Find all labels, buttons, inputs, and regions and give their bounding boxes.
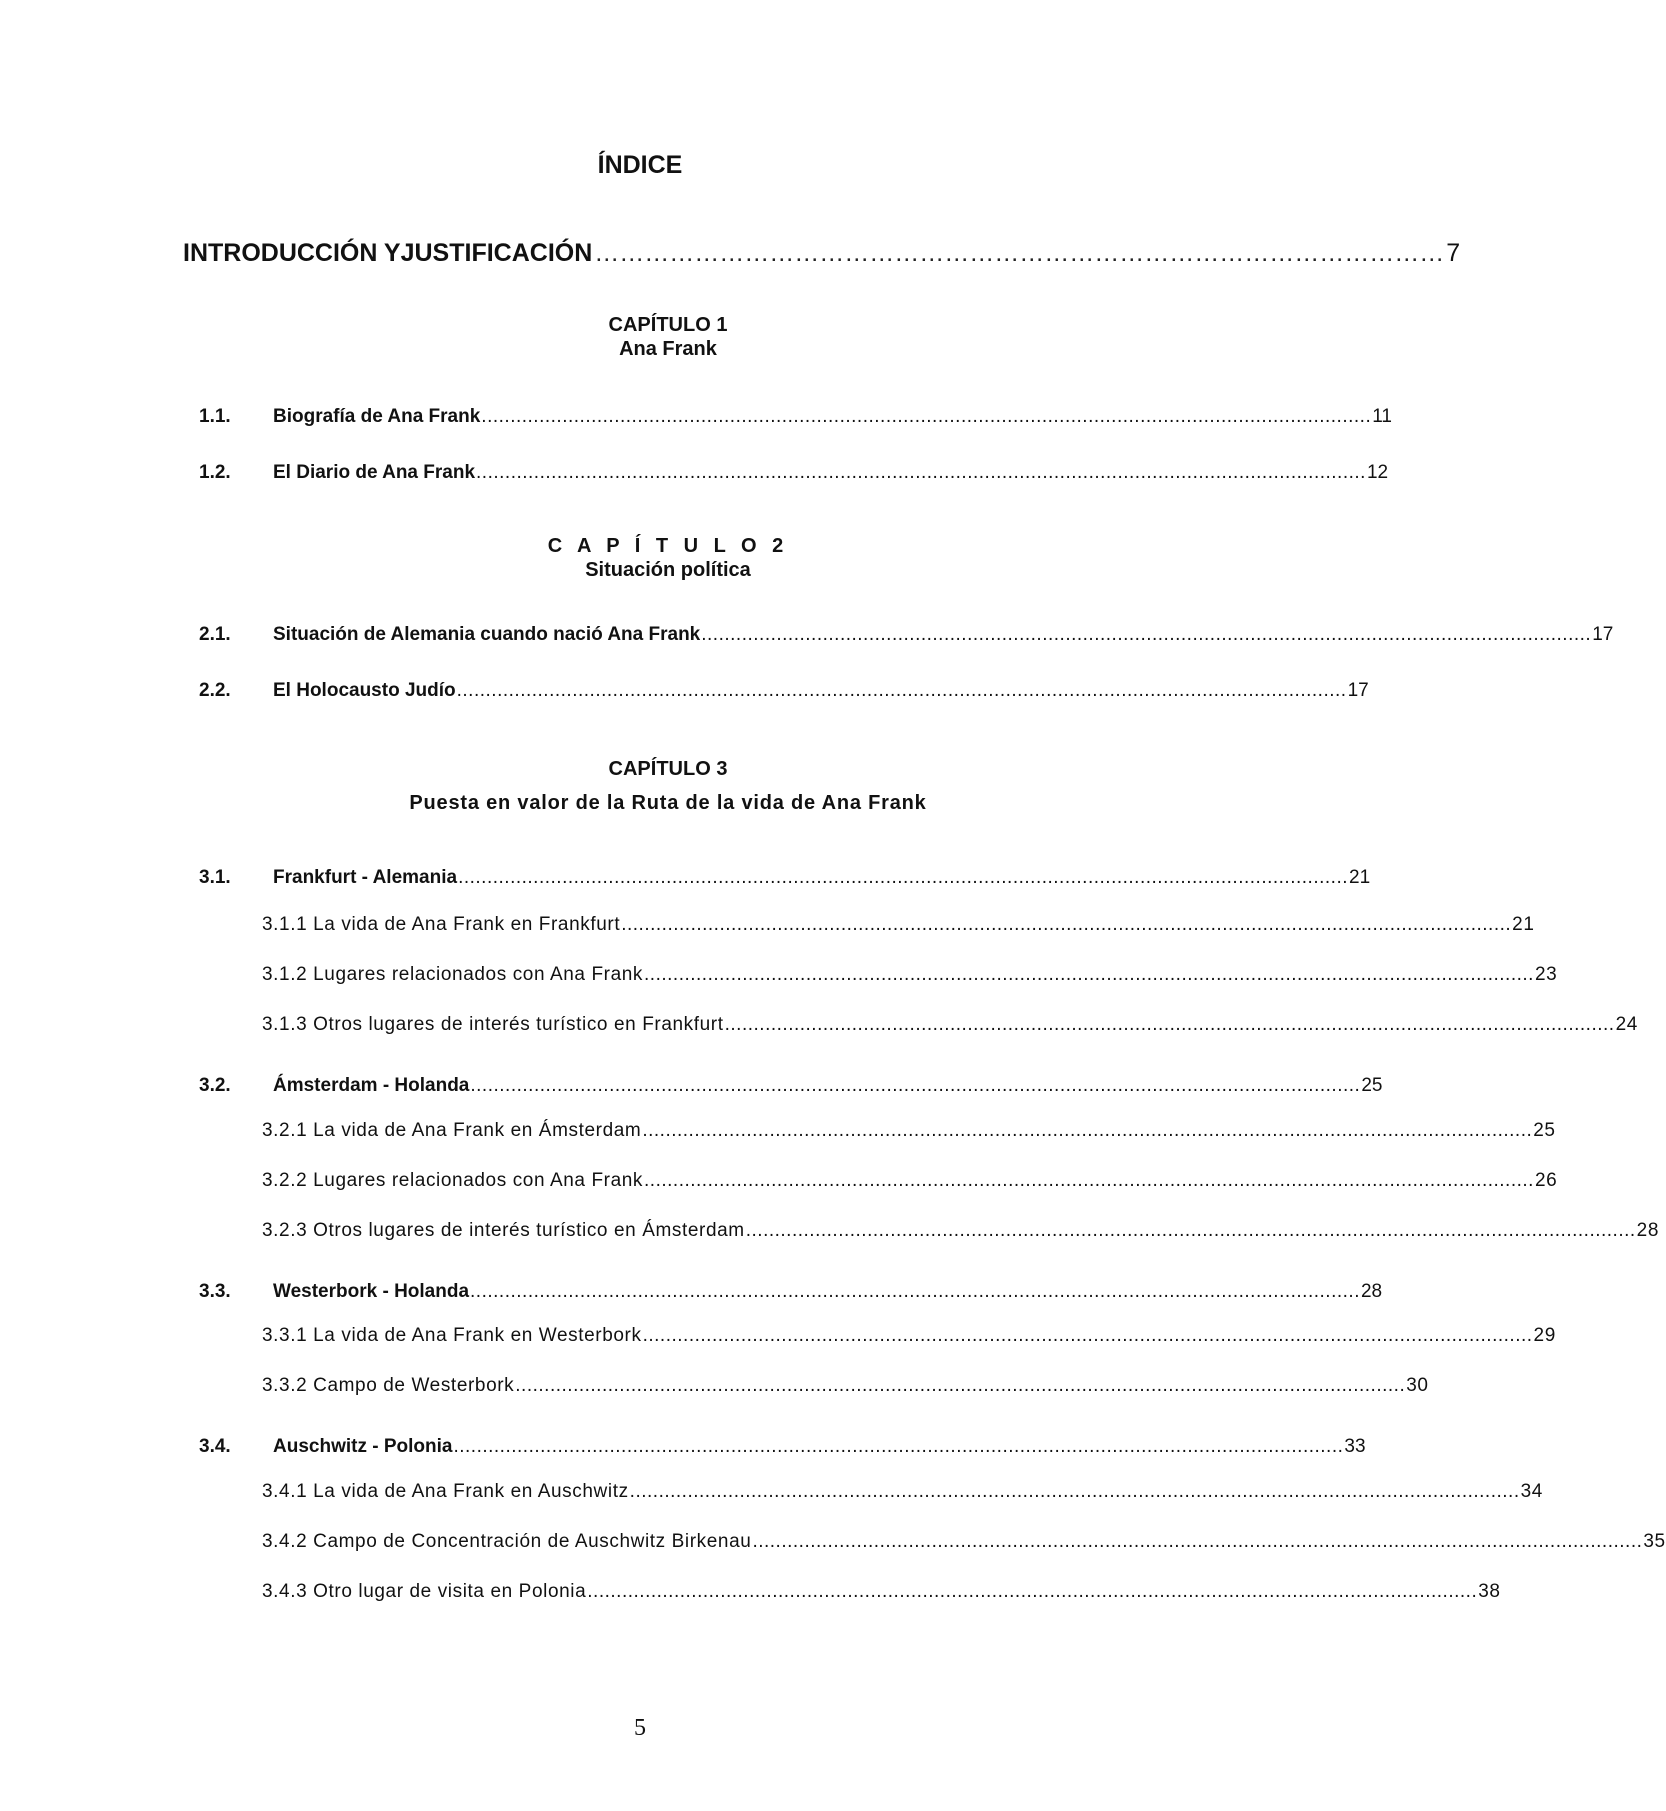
toc-entry[interactable] [199,406,1392,432]
chapter-heading-2 [0,534,1280,582]
toc-entry-label: 3.1.3 Otros lugares de interés turístico en Frankfurt [262,1014,724,1035]
toc-entry-number: 2.1. [199,624,231,645]
toc-subentry[interactable] [262,1325,1556,1351]
toc-leader: .......................................................................................................................................................... [470,1075,1361,1096]
toc-leader: .......................................................................................................................................................... [456,680,1347,701]
chapter-heading-3 [0,752,1280,820]
toc-leader: .......................................................................................................................................................... [629,1481,1520,1502]
toc-entry-label: 3.4.1 La vida de Ana Frank en Auschwitz [262,1481,629,1502]
toc-subentry[interactable] [262,1220,1660,1246]
toc-entry-page: 35 [1643,1531,1666,1552]
toc-entry-number: 3.3. [199,1281,231,1302]
toc-subentry[interactable] [262,964,1558,990]
chapter-label: CAPÍTULO 1 [608,314,728,336]
page-title: ÍNDICE [597,151,683,179]
toc-entry-page: 11 [1372,406,1392,427]
toc-leader: .......................................................................................................................................................... [621,914,1512,935]
toc-subentry[interactable] [262,1014,1638,1040]
toc-entry-label: Situación de Alemania cuando nació Ana Frank [273,624,701,645]
toc-entry-page: 25 [1533,1120,1556,1141]
toc-leader: .......................................................................................................................................................... [644,964,1534,985]
toc-entry-page: 24 [1615,1014,1638,1035]
toc-subentry[interactable] [262,914,1535,940]
toc-entry-number: 3.4. [199,1436,231,1457]
toc-entry-label: El Holocausto Judío [273,680,456,701]
toc-entry[interactable] [199,1075,1383,1101]
toc-entry-page: 17 [1592,624,1614,645]
toc-entry-page: 28 [1360,1281,1383,1302]
toc-entry-label: 3.1.1 La vida de Ana Frank en Frankfurt [262,914,621,935]
toc-entry-label: 3.3.2 Campo de Westerbork [262,1375,515,1396]
toc-entry-label: Auschwitz - Polonia [273,1436,453,1457]
toc-entry-number: 1.1. [199,406,231,427]
toc-leader: .......................................................................................................................................................... [470,1281,1360,1302]
toc-leader: .......................................................................................................................................................... [481,406,1372,427]
toc-leader: .......................................................................................................................................................... [701,624,1592,645]
toc-entry-label: 3.4.2 Campo de Concentración de Auschwitz Birkenau [262,1531,752,1552]
toc-leader: .......................................................................................................................................................... [644,1170,1534,1191]
toc-entry[interactable] [199,624,1614,650]
toc-leader: .......................................................................................................................................................... [587,1581,1478,1602]
toc-entry-label: Westerbork - Holanda [273,1281,470,1302]
toc-entry-label: 3.2.2 Lugares relacionados con Ana Frank [262,1170,644,1191]
page-number: 5 [634,1715,646,1741]
toc-entry-number: 2.2. [199,680,231,701]
toc-entry-label: 3.2.3 Otros lugares de interés turístico en Ámsterdam [262,1220,745,1241]
toc-entry-page: 21 [1349,867,1371,888]
chapter-title: Puesta en valor de la Ruta de la vida de Ana Frank [409,792,927,814]
toc-entry-page: 17 [1347,680,1369,701]
toc-leader: .......................................................................................................................................................... [458,867,1348,888]
chapter-heading-1 [0,313,1280,361]
toc-leader: .......................................................................................................................................................... [724,1014,1615,1035]
toc-subentry[interactable] [262,1481,1543,1507]
toc-entry[interactable] [199,462,1389,488]
toc-entry-label: 3.2.1 La vida de Ana Frank en Ámsterdam [262,1120,642,1141]
chapter-title: Ana Frank [619,338,717,360]
toc-entry-page: 21 [1512,914,1535,935]
toc-entry-page: 34 [1520,1481,1543,1502]
toc-entry-number: 3.1. [199,867,231,888]
toc-subentry[interactable] [262,1581,1501,1607]
toc-subentry[interactable] [262,1531,1666,1557]
toc-leader: .......................................................................................................................................................... [745,1220,1636,1241]
toc-entry-label: 3.1.2 Lugares relacionados con Ana Frank [262,964,644,985]
toc-leader: .......................................................................................................................................................... [752,1531,1643,1552]
toc-entry-page: 33 [1344,1436,1366,1457]
toc-leader: .......................................................................................................................................................... [515,1375,1406,1396]
toc-leader: .......................................................................................................................................................... [476,462,1366,483]
toc-entry-page: 26 [1534,1170,1558,1191]
toc-entry-label: Frankfurt - Alemania [273,867,458,888]
toc-entry-number: 1.2. [199,462,231,483]
toc-intro-entry[interactable] [183,239,1461,268]
toc-entry-label: Biografía de Ana Frank [273,406,481,427]
toc-subentry[interactable] [262,1375,1429,1401]
toc-leader: .......................................................................................................................................................... [642,1120,1533,1141]
toc-entry[interactable] [199,680,1369,706]
toc-entry-page: 30 [1406,1375,1429,1396]
chapter-label: CAPÍTULO 3 [608,758,728,780]
toc-entry-page: 29 [1533,1325,1556,1346]
toc-entry-label: El Diario de Ana Frank [273,462,476,483]
toc-entry-number: 3.2. [199,1075,231,1096]
toc-intro-label: INTRODUCCIÓN YJUSTIFICACIÓN [183,239,593,267]
toc-entry-label: 3.4.3 Otro lugar de visita en Polonia [262,1581,587,1602]
toc-subentry[interactable] [262,1120,1556,1146]
toc-entry-page: 38 [1478,1581,1501,1602]
toc-intro-page: 7 [1446,239,1461,267]
toc-entry-label: 3.3.1 La vida de Ana Frank en Westerbork [262,1325,642,1346]
toc-entry-label: Ámsterdam - Holanda [273,1075,470,1096]
toc-entry-page: 25 [1361,1075,1383,1096]
toc-entry-page: 23 [1534,964,1558,985]
toc-leader: ………………………………………………………………………………………… [594,239,1445,267]
toc-entry-page: 28 [1636,1220,1660,1241]
toc-entry-page: 12 [1366,462,1389,483]
toc-entry[interactable] [199,1281,1383,1307]
toc-entry[interactable] [199,1436,1366,1462]
chapter-title: Situación política [585,559,751,581]
chapter-label: C A P Í T U L O 2 [547,535,789,557]
toc-subentry[interactable] [262,1170,1558,1196]
toc-leader: .......................................................................................................................................................... [453,1436,1344,1457]
toc-leader: .......................................................................................................................................................... [642,1325,1533,1346]
toc-entry[interactable] [199,867,1371,893]
